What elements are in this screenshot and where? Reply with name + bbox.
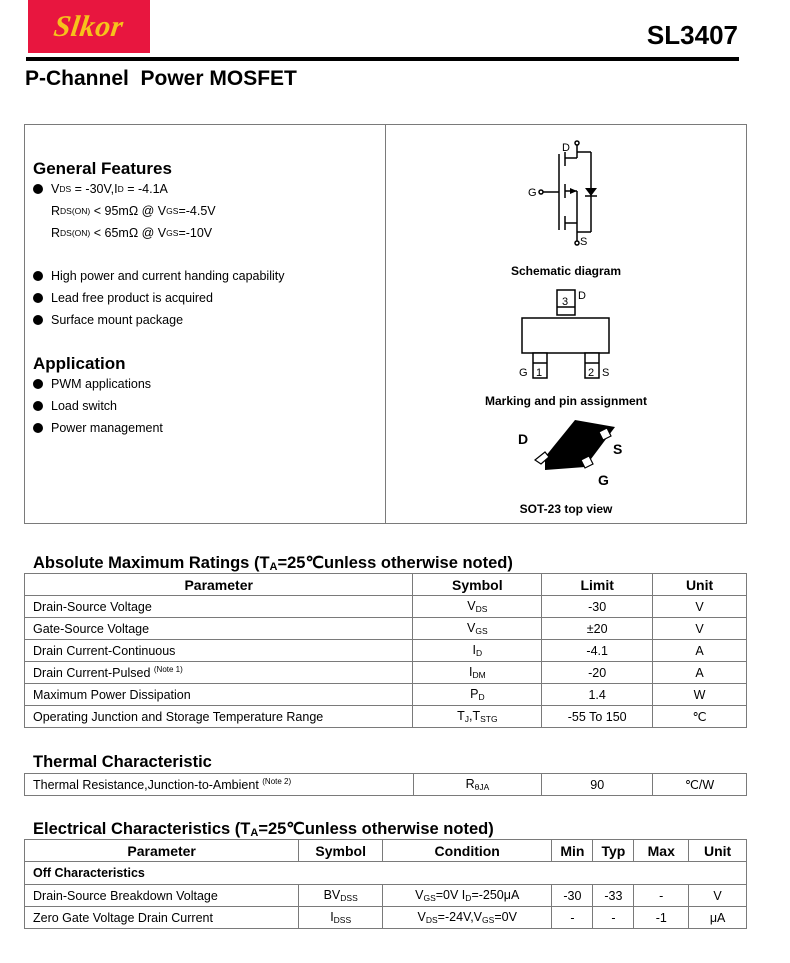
header-symbol: Symbol: [413, 574, 542, 596]
bullet-icon: [33, 379, 43, 389]
svg-text:S: S: [613, 441, 623, 457]
header-unit: Unit: [653, 574, 747, 596]
application-item: Power management: [29, 421, 163, 435]
svg-text:G: G: [519, 367, 528, 379]
bullet-icon: [33, 423, 43, 433]
feature-item: Surface mount package: [29, 313, 183, 327]
brand-name: Slkor: [52, 9, 126, 43]
table-header-row: [25, 574, 747, 596]
spec-rdson-45: R DS(ON) < 95mΩ @ V GS =-4.5V: [51, 204, 216, 218]
svg-text:2: 2: [588, 367, 595, 379]
electrical-title: Electrical Characteristics ($T_A=25℃unless$ otherwise noted): [33, 820, 494, 839]
svg-text:D: D: [518, 431, 529, 447]
pinout-caption: Marking and pin assignment: [484, 394, 648, 408]
electrical-table: [24, 839, 747, 929]
table-row: Maximum Power Dissipation $P_D$ 1.4 W: [25, 684, 747, 706]
bullet-icon: [33, 315, 43, 325]
brand-logo: [28, 0, 150, 53]
bullet-icon: [33, 293, 43, 303]
table-row: Gate-Source Voltage $V_{GS}$ ±20 V: [25, 618, 747, 640]
svg-text:D: D: [562, 142, 570, 154]
spec-vds-id: V DS = -30V,I D = -4.1A: [29, 182, 168, 196]
svg-text:D: D: [578, 290, 586, 302]
page-title: P-Channel Power MOSFET: [25, 67, 297, 90]
table-row: Zero Gate Voltage Drain Current $I_{DSS}$ $V_{DS}=-24V,V_{GS}=0V$ - - -1 μA: [25, 907, 747, 929]
spec-rdson-10: R DS(ON) < 65mΩ @ V GS =-10V: [51, 226, 213, 240]
schematic-caption: Schematic diagram: [510, 264, 622, 278]
bullet-icon: [33, 401, 43, 411]
bullet-icon: [33, 271, 43, 281]
application-item: PWM applications: [29, 377, 151, 391]
svg-text:G: G: [528, 187, 537, 199]
abs-max-table: [24, 573, 747, 728]
panel-divider: [385, 124, 386, 524]
abs-max-title: Absolute Maximum Ratings ($T_A=25℃unless$ otherwise noted): [33, 554, 513, 573]
svg-text:G: G: [598, 472, 609, 488]
thermal-title: Thermal Characteristic: [33, 753, 212, 771]
table-row: Operating Junction and Storage Temperature Range $T_J,T_{STG}$ -55 To 150 ℃: [25, 706, 747, 728]
table-row: Thermal Resistance,Junction-to-Ambient $^{(Note 2)}$ $R_{\theta JA}$ 90 ℃/W: [25, 774, 747, 796]
bullet-icon: [33, 184, 43, 194]
thermal-table: [24, 773, 747, 796]
application-heading: Application: [33, 354, 126, 373]
application-item: Load switch: [29, 399, 117, 413]
sot23-package-icon: [515, 412, 630, 492]
svg-text:3: 3: [562, 296, 569, 308]
svg-text:S: S: [602, 367, 610, 379]
header-limit: Limit: [542, 574, 653, 596]
table-row: Drain Current-Pulsed $^{(Note 1)}$ $I_{DM}$ -20 A: [25, 662, 747, 684]
pin-assignment-diagram-icon: [515, 288, 625, 380]
header-parameter: Parameter: [25, 574, 413, 596]
mosfet-schematic-icon: [525, 138, 605, 250]
header-divider: [26, 57, 739, 61]
package-caption: SOT-23 top view: [519, 502, 613, 516]
table-row: Drain-Source Voltage $V_{DS}$ -30 V: [25, 596, 747, 618]
feature-item: Lead free product is acquired: [29, 291, 213, 305]
table-header-row: Parameter Symbol Condition Min Typ Max Unit: [25, 840, 747, 862]
table-row: Drain Current-Continuous $I_D$ -4.1 A: [25, 640, 747, 662]
feature-item: High power and current handing capability: [29, 269, 284, 283]
svg-text:S: S: [580, 236, 588, 248]
general-features-heading: General Features: [33, 159, 172, 178]
table-row: Drain-Source Breakdown Voltage $BV_{DSS}$ $V_{GS}=0V$ $I_D=-250\mu A$ -30 -33 - V: [25, 885, 747, 907]
part-number: SL3407: [646, 20, 738, 50]
svg-text:1: 1: [536, 367, 543, 379]
group-row: Off Characteristics: [25, 862, 747, 885]
